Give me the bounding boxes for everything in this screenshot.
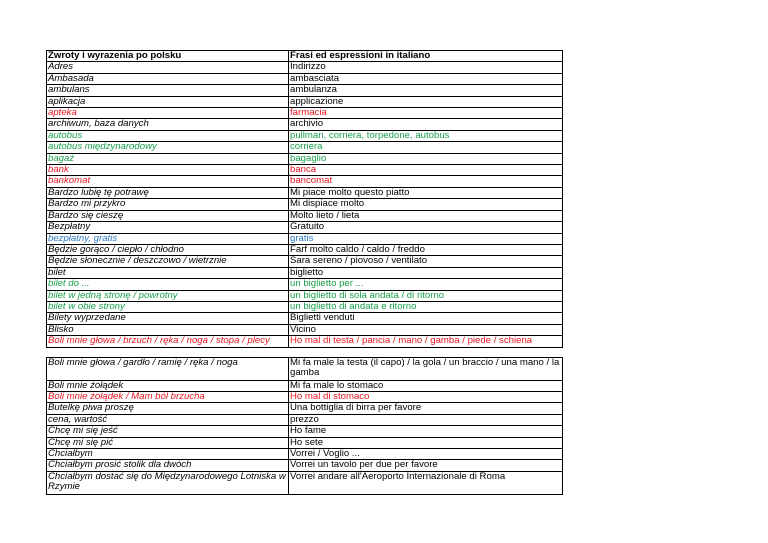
italian-phrase-cell: Ho mal di stomaco [289,391,563,402]
italian-phrase-cell: biglietto [289,267,563,278]
table-row [47,62,563,73]
polish-phrase-cell: bank [47,165,289,176]
table-row [47,119,563,130]
table-row [47,449,563,460]
italian-phrase-cell: Vorrei un tavolo per due per favore [289,460,563,471]
italian-phrase-cell: Vicino [289,324,563,335]
polish-phrase-cell: apteka [47,108,289,119]
polish-phrase-cell: bilet w obie strony [47,301,289,312]
table-row [47,336,563,347]
italian-phrase-cell: Ho mal di testa / pancia / mano / gamba / piede / schiena [289,336,563,347]
italian-phrase-cell: prezzo [289,414,563,425]
polish-phrase-cell: bilet do ... [47,279,289,290]
italian-phrase-cell: farmacia [289,108,563,119]
polish-phrase-cell: aplikacja [47,96,289,107]
polish-phrase-cell: Boli mnie żołądek / Mam ból brzucha [47,391,289,402]
polish-phrase-cell: Boli mnie głowa / gardło / ramię / ręka / noga [47,357,289,380]
italian-phrase-cell: Indirizzo [289,62,563,73]
italian-phrase-cell: corriera [289,142,563,153]
italian-phrase-cell: Vorrei andare all'Aeroporto Internazionale di Roma [289,471,563,494]
polish-phrase-cell: cena, wartość [47,414,289,425]
polish-phrase-cell: ambulans [47,85,289,96]
italian-phrase-cell [289,347,563,357]
table-row [47,403,563,414]
polish-phrase-cell: Boli mnie żołądek [47,380,289,391]
italian-phrase-cell: Una bottiglia di birra per favore [289,403,563,414]
polish-phrase-cell: Ambasada [47,73,289,84]
table-row [47,199,563,210]
italian-phrase-cell: ambasciata [289,73,563,84]
italian-phrase-cell: gratis [289,233,563,244]
table-row [47,290,563,301]
polish-phrase-cell: autobus międzynarodowy [47,142,289,153]
table-row [47,313,563,324]
italian-phrase-cell: Vorrei / Voglio ... [289,449,563,460]
table-row [47,96,563,107]
header-italian: Frasi ed espressioni in italiano [289,51,563,62]
table-row [47,301,563,312]
table-row [47,233,563,244]
polish-phrase-cell: bezpłatny, gratis [47,233,289,244]
table-row [47,73,563,84]
phrase-table-body [47,51,563,495]
italian-phrase-cell: applicazione [289,96,563,107]
polish-phrase-cell: bilet w jedną stronę / powrotny [47,290,289,301]
italian-phrase-cell: Mi piace molto questo piatto [289,187,563,198]
polish-phrase-cell: Chciałbym dostać się do Międzynarodowego Lotniska w Rzymie [47,471,289,494]
table-row [47,210,563,221]
polish-phrase-cell: Będzie słonecznie / deszczowo / wietrznie [47,256,289,267]
polish-phrase-cell: Bardzo lubię tę potrawę [47,187,289,198]
italian-phrase-cell: banca [289,165,563,176]
table-row [47,267,563,278]
italian-phrase-cell: Sara sereno / piovoso / ventilato [289,256,563,267]
table-row [47,108,563,119]
polish-phrase-cell: Chcę mi się jeść [47,426,289,437]
italian-phrase-cell: Mi fa male lo stomaco [289,380,563,391]
polish-phrase-cell: Blisko [47,324,289,335]
table-row [47,222,563,233]
polish-phrase-cell: Adres [47,62,289,73]
italian-phrase-cell: Mi dispiace molto [289,199,563,210]
table-row [47,357,563,380]
table-row [47,130,563,141]
italian-phrase-cell: Molto lieto / lieta [289,210,563,221]
italian-phrase-cell: ambulanza [289,85,563,96]
polish-phrase-cell: Chcę mi się pić [47,437,289,448]
polish-phrase-cell: Chciałbym [47,449,289,460]
polish-phrase-cell [47,347,289,357]
italian-phrase-cell: un biglietto di andata e ritorno [289,301,563,312]
polish-phrase-cell: Bardzo się cieszę [47,210,289,221]
italian-phrase-cell: pullman, corriera, torpedone, autobus [289,130,563,141]
italian-phrase-cell: Biglietti venduti [289,313,563,324]
polish-phrase-cell: Bezpłatny [47,222,289,233]
polish-phrase-cell: Bilety wyprzedane [47,313,289,324]
italian-phrase-cell: archivio [289,119,563,130]
italian-phrase-cell: Ho sete [289,437,563,448]
italian-phrase-cell: bagaglio [289,153,563,164]
table-row [47,414,563,425]
polish-phrase-cell: archiwum, baza danych [47,119,289,130]
italian-phrase-cell: un biglietto di sola andata / di ritorno [289,290,563,301]
polish-phrase-cell: bilet [47,267,289,278]
table-row [47,380,563,391]
italian-phrase-cell: Mi fa male la testa (il capo) / la gola / un braccio / una mano / la gamba [289,357,563,380]
italian-phrase-cell: Gratuito [289,222,563,233]
table-row [47,391,563,402]
table-header-row [47,51,563,62]
table-row [47,324,563,335]
polish-phrase-cell: Będzie gorąco / ciepło / chłodno [47,244,289,255]
table-row [47,426,563,437]
header-polish: Zwroty i wyrazenia po polsku [47,51,289,62]
table-row [47,165,563,176]
table-row [47,187,563,198]
polish-phrase-cell: bagaż [47,153,289,164]
table-row [47,437,563,448]
table-row [47,153,563,164]
italian-phrase-cell: bancomat [289,176,563,187]
table-row [47,471,563,494]
table-row [47,244,563,255]
table-row [47,347,563,357]
polish-phrase-cell: Butelkę piwa proszę [47,403,289,414]
table-row [47,85,563,96]
table-row [47,142,563,153]
phrase-table [46,50,563,495]
polish-phrase-cell: autobus [47,130,289,141]
italian-phrase-cell: Ho fame [289,426,563,437]
polish-phrase-cell: Boli mnie głowa / brzuch / ręka / noga / stopa / plecy [47,336,289,347]
table-row [47,256,563,267]
table-row [47,176,563,187]
table-row [47,460,563,471]
polish-phrase-cell: Bardzo mi przykro [47,199,289,210]
table-row [47,279,563,290]
italian-phrase-cell: Farf molto caldo / caldo / freddo [289,244,563,255]
polish-phrase-cell: Chciałbym prosić stolik dla dwóch [47,460,289,471]
polish-phrase-cell: bankomat [47,176,289,187]
italian-phrase-cell: un biglietto per ... [289,279,563,290]
